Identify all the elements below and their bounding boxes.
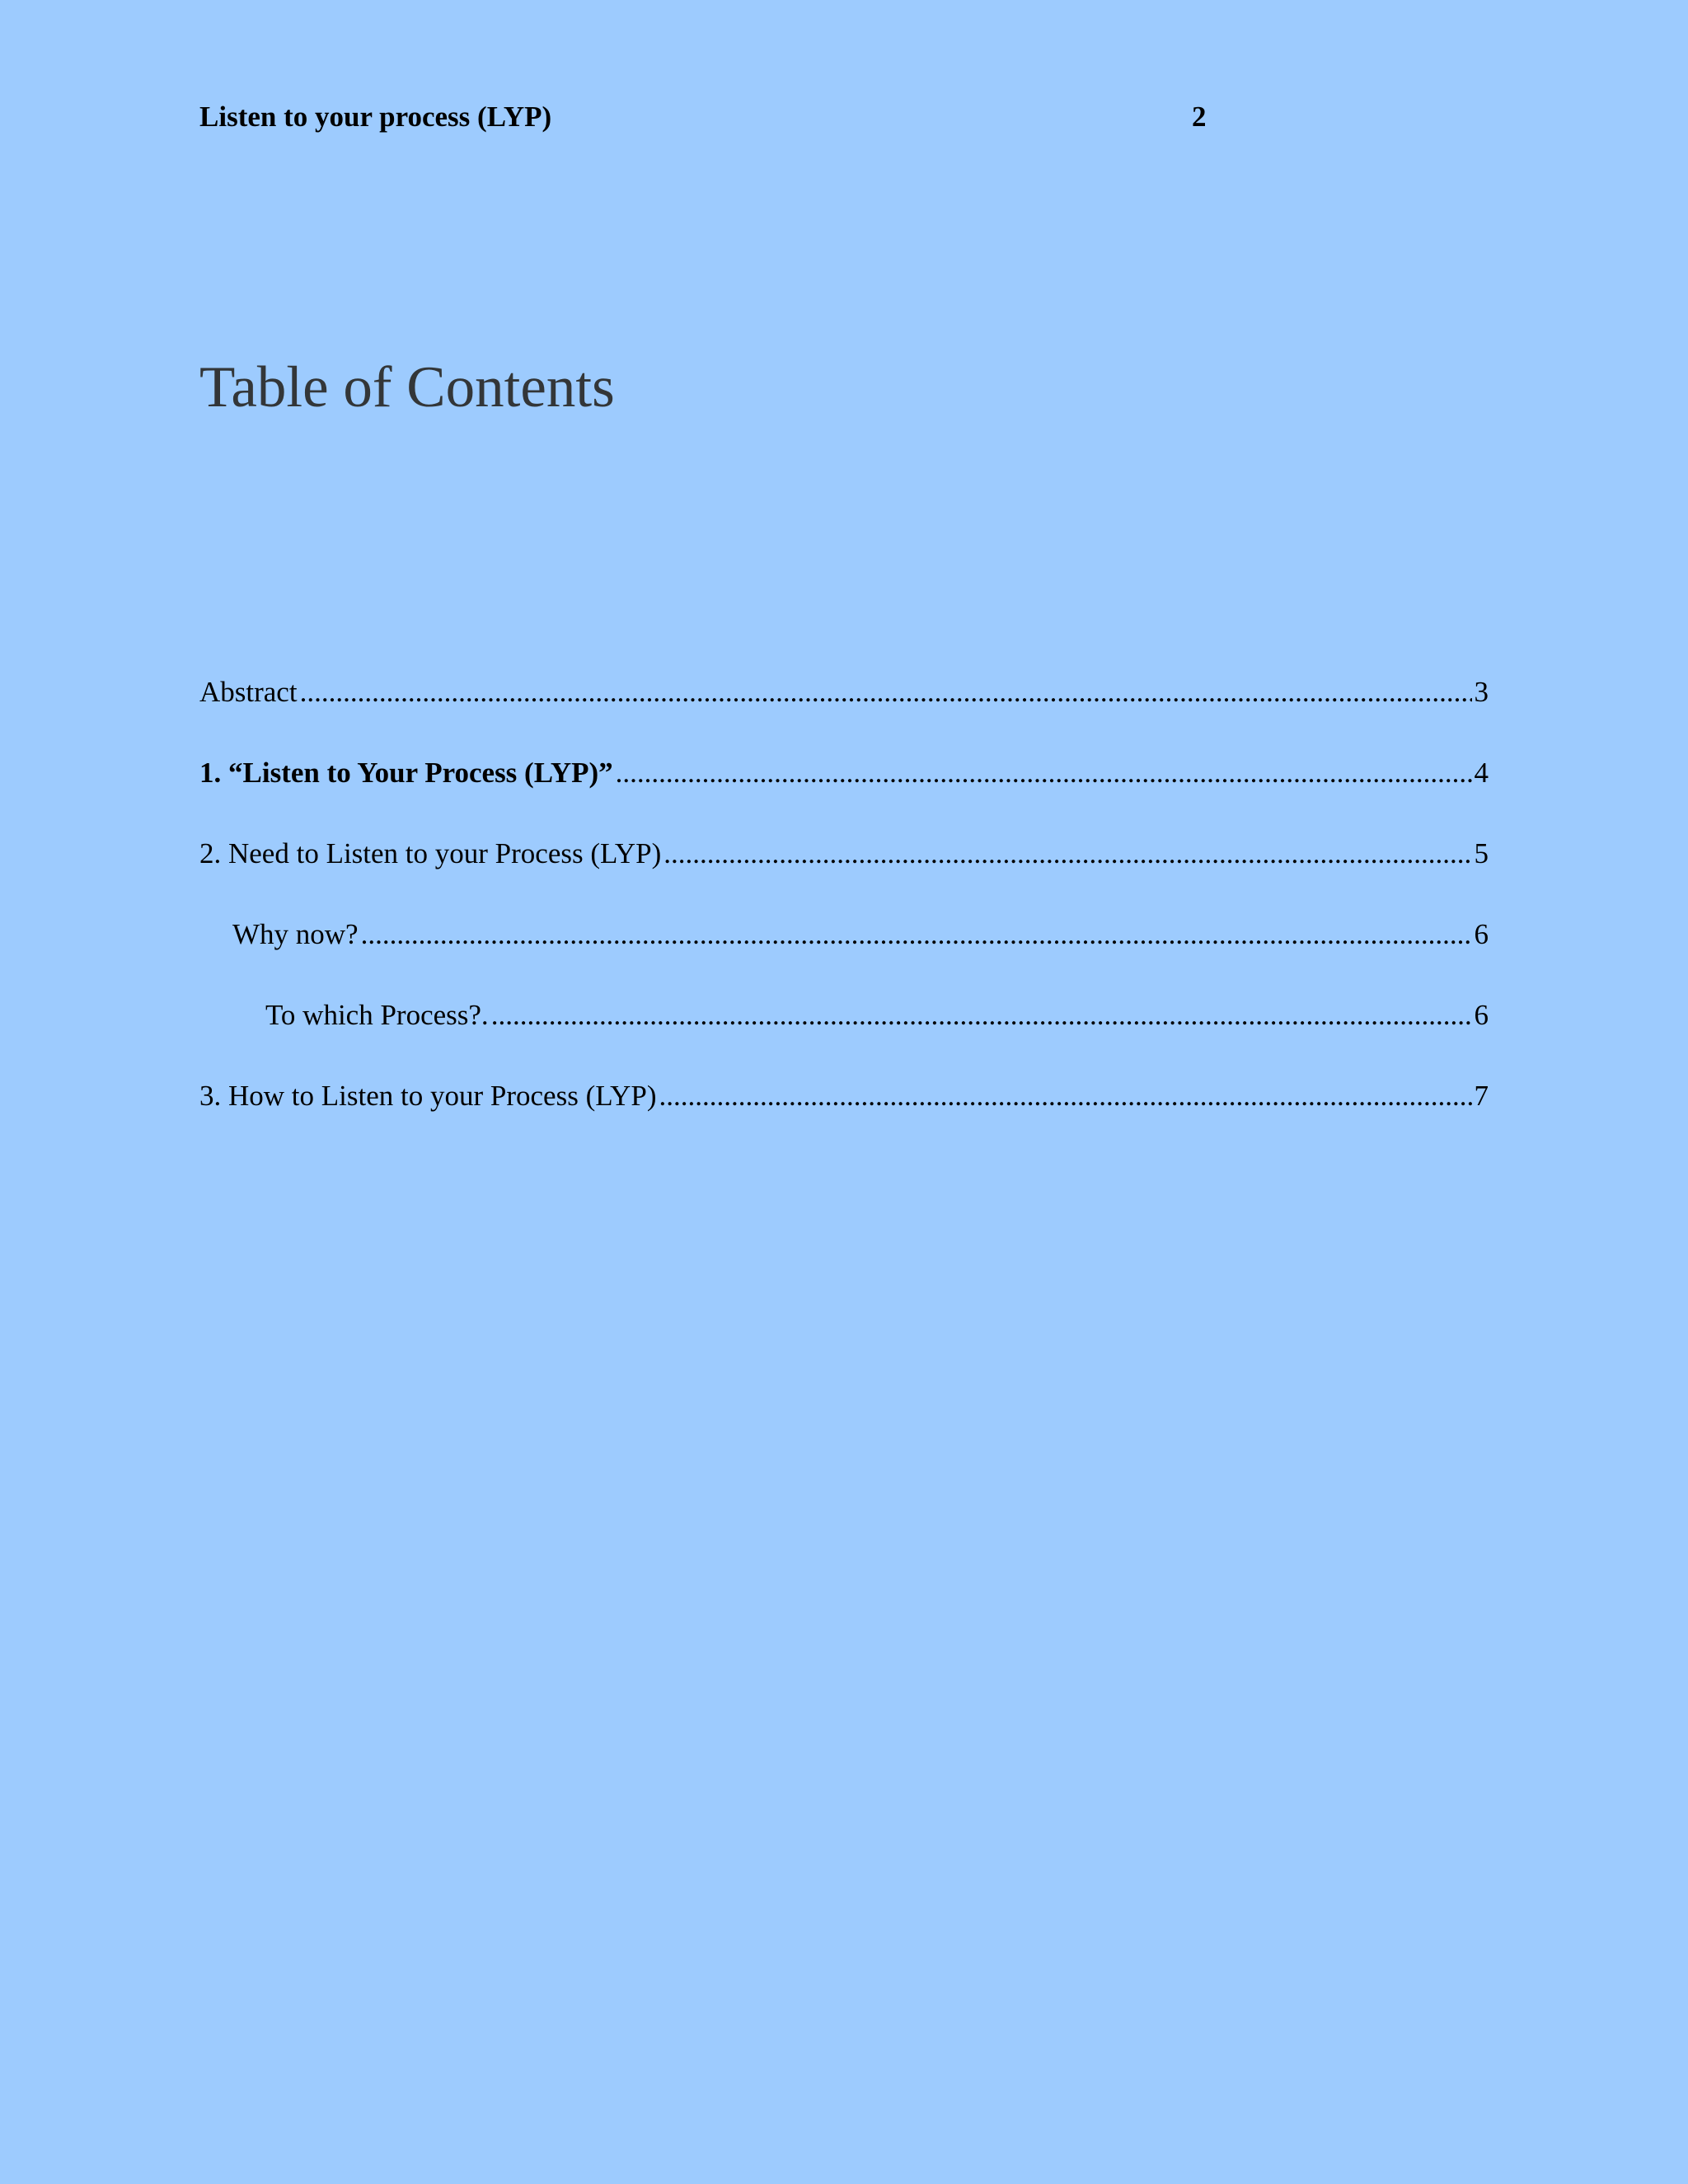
- toc-entry-section-2[interactable]: [199, 832, 1489, 913]
- toc-entry-text: Abstract: [199, 676, 298, 708]
- dot-leader: [659, 1075, 1472, 1118]
- toc-title: Table of Contents: [199, 355, 615, 419]
- toc-entry-section-3[interactable]: [199, 1075, 1489, 1155]
- toc-entry-why-now[interactable]: [199, 913, 1489, 994]
- dot-leader: [491, 994, 1472, 1037]
- page-number: 2: [1192, 101, 1207, 133]
- toc-entry-page: 6: [1474, 999, 1489, 1031]
- toc-entry-page: 7: [1474, 1080, 1489, 1112]
- dot-leader: [663, 832, 1471, 875]
- dot-leader: [300, 671, 1472, 714]
- toc-entry-text: To which Process?.: [265, 999, 489, 1031]
- toc-entry-text: 3. How to Listen to your Process (LYP): [199, 1080, 657, 1112]
- toc-entry-to-which-process[interactable]: [199, 994, 1489, 1075]
- toc-entry-text: 1. “Listen to Your Process (LYP)”: [199, 757, 613, 789]
- toc-entry-text: Why now?: [232, 918, 359, 950]
- running-head: Listen to your process (LYP): [199, 101, 552, 133]
- toc-list: [199, 671, 1489, 1155]
- toc-entry-page: 6: [1474, 918, 1489, 950]
- toc-entry-page: 4: [1474, 757, 1489, 789]
- dot-leader: [616, 752, 1472, 794]
- toc-entry-page: 3: [1474, 676, 1489, 708]
- toc-entry-section-1[interactable]: [199, 752, 1489, 832]
- toc-entry-page: 5: [1474, 837, 1489, 869]
- toc-entry-abstract[interactable]: [199, 671, 1489, 752]
- dot-leader: [361, 913, 1472, 956]
- toc-entry-text: 2. Need to Listen to your Process (LYP): [199, 837, 662, 869]
